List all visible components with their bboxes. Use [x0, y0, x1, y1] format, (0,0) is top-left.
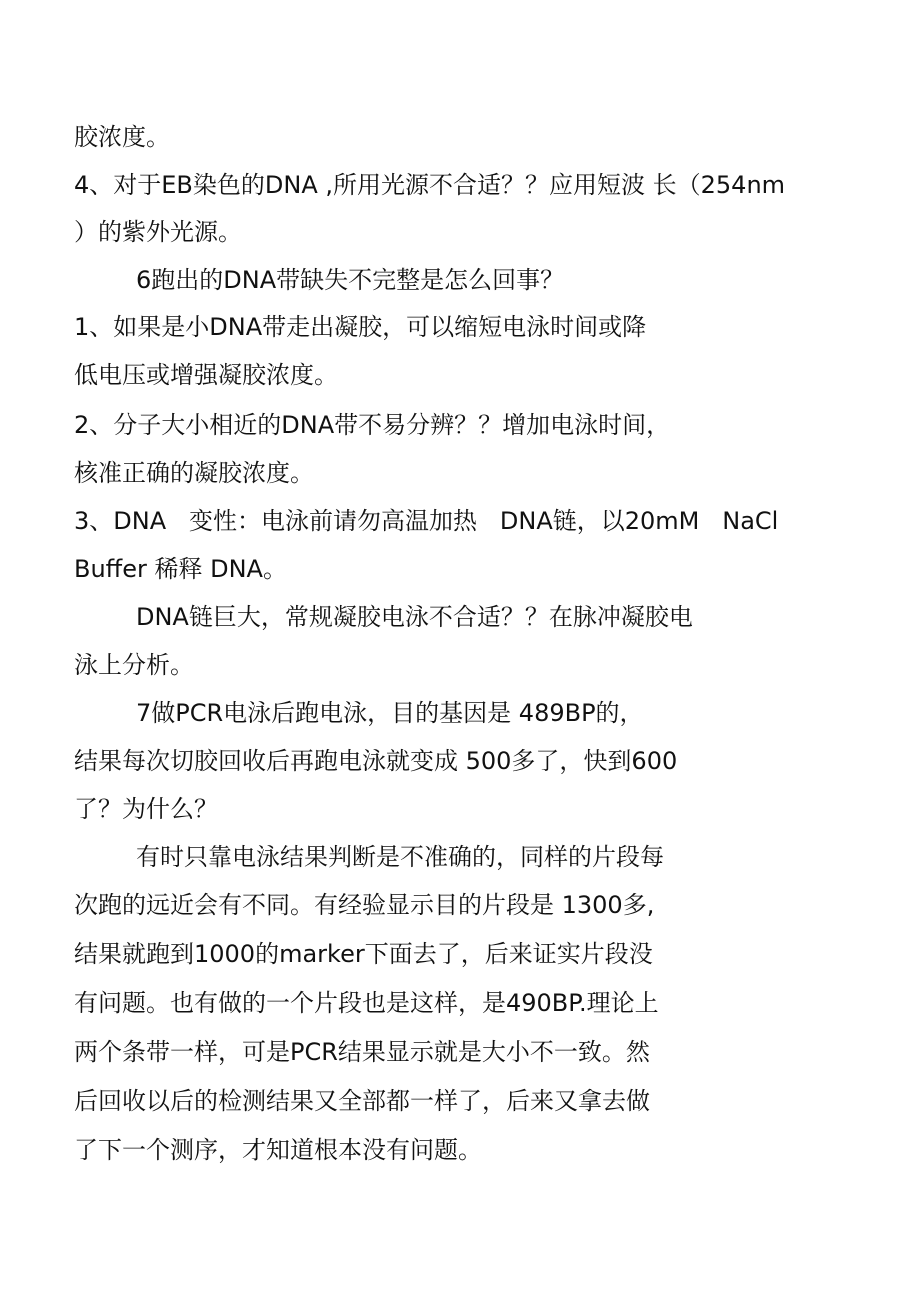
text-line: 1、如果是小DNA带走出凝胶，可以缩短电泳时间或降	[74, 313, 647, 341]
text-line: 7做PCR电泳后跑电泳，目的基因是 489BP的，	[136, 699, 644, 727]
text-segment: 3、DNA 变性：电泳前请勿高温加热 DNA链，以20mM NaCl	[74, 507, 779, 535]
text-line: 有时只靠电泳结果判断是不准确的，同样的片段每	[136, 843, 664, 871]
text-line: 结果就跑到1000的marker下面去了，后来证实片段没	[74, 940, 653, 968]
text-line: 胶浓度。	[74, 123, 170, 151]
text-line: Buffer 稀释 DNA。	[74, 555, 287, 583]
text-line: 了？为什么？	[74, 795, 218, 823]
text-line: 两个条带一样，可是PCR结果显示就是大小不一致。然	[74, 1038, 650, 1066]
text-line: 了下一个测序，才知道根本没有问题。	[74, 1136, 482, 1164]
text-line: 后回收以后的检测结果又全部都一样了，后来又拿去做	[74, 1087, 650, 1115]
text-line: 次跑的远近会有不同。有经验显示目的片段是 1300多,	[74, 891, 655, 919]
text-line	[74, 165, 846, 205]
text-line: 核准正确的凝胶浓度。	[74, 459, 314, 487]
text-line: 结果每次切胶回收后再跑电泳就变成 500多了，快到600	[74, 747, 678, 775]
text-line	[74, 501, 846, 541]
text-line: ）的紫外光源。	[74, 218, 242, 246]
text-line: DNA链巨大，常规凝胶电泳不合适？？在脉冲凝胶电	[136, 603, 693, 631]
text-line: 低电压或增强凝胶浓度。	[74, 361, 338, 389]
text-line: 6跑出的DNA带缺失不完整是怎么回事？	[136, 266, 565, 294]
text-segment: 4、对于EB染色的DNA ,所用光源不合适？？应用短波 长（254nm	[74, 171, 786, 199]
text-line: 泳上分析。	[74, 651, 194, 679]
text-line: 有问题。也有做的一个片段也是这样，是490BP.理论上	[74, 989, 659, 1017]
text-line: 2、分子大小相近的DNA带不易分辨？？增加电泳时间，	[74, 411, 671, 439]
